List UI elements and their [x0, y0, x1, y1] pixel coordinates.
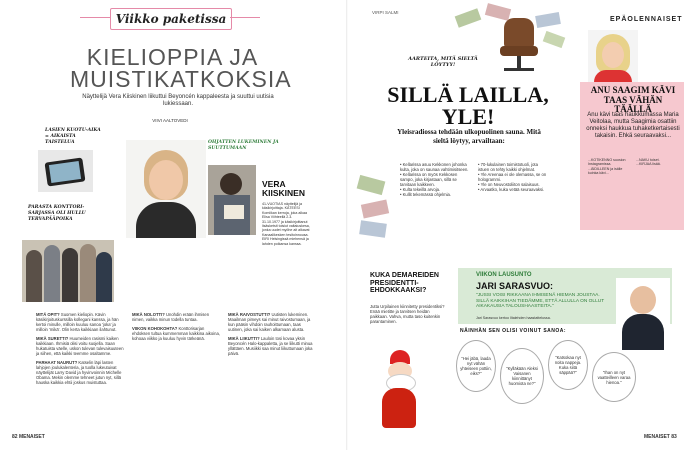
santa-illustration: [376, 350, 422, 430]
sauna-list-item: • Yle on Neuvostoliiton salaisuus.: [478, 182, 540, 187]
sauna-list-item: • 70-lukulainen toimistotuoli, jota istuen on tehty kaikki ohjelmat.: [478, 162, 538, 172]
speech-bubble: "Kylläkään Aleksi Vaisanen kiinnittänyt huomiota ne?": [500, 348, 544, 404]
sauna-headline: SILLÄ LAILLA, YLE!: [387, 82, 549, 129]
tablet-photo: [38, 150, 93, 192]
col2-para: MIKÄ NOLOTTI? Unohdin erään ihmisen nimen, vaikka minun todella tuntaa.: [132, 312, 210, 322]
right-page: [348, 0, 696, 450]
section-tab-label: Viikko paketissa: [115, 12, 227, 26]
byline: VIIVI AALTOVEDI: [152, 118, 188, 123]
sauna-list-item: • Arvaatko, kuka vetää seuraavaksi.: [478, 187, 545, 192]
anu-item: ...KIRJAA lisää.: [636, 162, 661, 167]
profile-name: VERA KIISKINEN: [262, 179, 305, 198]
reading-photo: [208, 165, 256, 235]
col1: [36, 312, 124, 385]
speech-bubble: "Ihan on nyt vaatteilleen varaa hienoa.": [592, 352, 636, 402]
col3-para: MIKÄ LIIKUTTI? Lauloin tosi kovaa yksin Beyoncén Halo-kappaletta, ja se liikutti minua yllättäen. Musiikki saa minut liikuttumaan joka päivä.: [228, 336, 313, 356]
portrait-photo: [126, 140, 206, 238]
sauna-list-item: • Kullit tekemässä ohjelmia.: [400, 192, 452, 197]
lausunto-label: VIIKON LAUSUNTO: [476, 272, 532, 278]
banknote-stack: [358, 178, 394, 238]
sauna-list-left: [400, 162, 472, 197]
lausunto-source: Jari Sarasvuo kertoo Iltalehden haastattelussa.: [476, 316, 551, 320]
col1-para: MITÄ OPIT? Suomen kieliopin. Kävin käsikirjoituskurssilla kollegani kanssa, ja hän kertoi minulle, milloin kuuluu sanoa 'joka' ja milloin 'mikä'. Olin kerta kaikkiaan ilahtunut.: [36, 312, 119, 332]
deck: Näyttelijä Vera Kiiskinen liikuttui Beyoncén kappaleesta ja suuttui uutisia lukiessaan.: [82, 94, 274, 107]
sauna-deck: Yleisradiossa tehdään ulkopuolinen sauna. Mitä sieltä löytyy, arvailtaan:: [397, 128, 541, 145]
kicker: VIRPI SALMI: [372, 10, 399, 15]
kuka-title: KUKA DEMAREIDEN PRESIDENTTI-EHDOKKAAKSI?: [370, 272, 439, 294]
sarasvuo-photo: [616, 278, 670, 350]
sauna-list-item: • Kellarissa on myös Kekkosen sampo, joka kirjastaan, sillä se tarvitaan kaikkeen.: [400, 172, 458, 187]
anu-lead: Anu kävi taas haukkumassa Maria Veitolaa, mutta Saagimia osattiin onneksi haukkua tuhaketkertaisesti takaisin. Ehkä seuraavaksi...: [586, 112, 680, 139]
sauna-list-right: [478, 162, 550, 192]
anu-col-left: [588, 158, 630, 176]
office-chair: [496, 18, 542, 76]
anu-item: ...NAKU toiset.: [636, 158, 660, 162]
col1-para: MIKÄ SURETTI? Huumeiden rasismi kaiken kaikkiaan. Ihmisiä olisi voitu suojella. Saan hukatuista väelle, uskon tulevan tulevaisuuteen ja siihen, että kaikki teemme osaltamme.: [36, 336, 124, 356]
sauna-list-item: • Kulta tekeillä arvoja.: [400, 187, 441, 192]
anu-photo: [588, 30, 638, 82]
anu-banner: ANU SAAGIM KÄVI TAAS VÄHÄN TÄÄLLÄ: [590, 85, 676, 114]
col3-para: MIKÄ RAIVOSTUTTI? Uutisten lukeminen. Maailman pimeys sai minut raivostumaan, ja kun pääsin vihdoin rauhoittumaan, taas uutinen, joka sai kaiken alkamaan alusta.: [228, 312, 311, 332]
caption-reading: OHJATTEN LUKEMINEN JA SUUTTUMAAN: [208, 140, 279, 151]
nainhan-title: NÄINHÄN SEN OLISI VOINUT SANOA:: [460, 328, 567, 334]
sauna-callout: AARTEITA, MITÄ SIELTÄ LÖYTYY!: [408, 56, 478, 68]
folio-right: MENAISET 83: [644, 434, 677, 440]
anu-item: ...ÄIDILLEEN ja isälle kuinka kävi...: [588, 166, 623, 176]
col3: [228, 312, 316, 356]
sauna-list-item: • Kellarissa asuu Kekkonen johonka kulta, joka on saunaa vahtimisitseen.: [400, 162, 469, 172]
headline: KIELIOPPIA JA MUISTIKATKOKSIA: [70, 44, 292, 92]
lausunto-quote: "JUSSI VOISI RIKKAANA IHMISENÄ HIEMAN JOUSTAA. SILLÄ KAIKKIHAN TIEDÄMME, ETTÄ ALLULLA ON OLLUT AIKAKAUSIA TALOUSHAASTEITA.": [476, 293, 605, 310]
sauna-list-item: • Yle Areenaa ei ole olemassa, se on hologrammi.: [478, 172, 547, 182]
speech-bubble: "Katsokaa nyt noita nappeja. Kuka siitä säppää?": [548, 340, 588, 390]
anu-col-right: [636, 158, 678, 167]
col1-para: PARHAAT NAURUT? Katselin läpi lasten lahjojen joulukalenteria, ja tuolla lukeutuivat näyttelijät Larry David ja hyvinvoinnin Michelle Obama. Mekin olemme tehneet jutun nyt, sillä hauska kaikkia ehtii joskus muistuttaa.: [36, 360, 122, 385]
lausunto-name: JARI SARASVUO:: [476, 281, 554, 291]
folio-left: 82 MENAISET: [12, 434, 45, 440]
profile-text: 41-VUOTIAS näyttelijä ja käsikirjoittaja. KÄTEESI Komiikan kerroja, joka alkaa Elisa Viihteellä 2.3. 31.10.1977 ja käsikirjoittanut lisäsketsit toisiut valtaiuskesa, jonka uudet myöhe ait alkavat Kanaalikesken tesitoinnousa. EIRI Helsingissä miehensä ja lahden poikansa kanssa.: [262, 202, 310, 246]
col2: [132, 312, 220, 341]
epaolennaiset-label: EPÄOLENNAISET: [610, 16, 683, 23]
kuka-text: Jutta Urpilainen kiinnitetty presidentiksi? Enää mietitte ja tarvitsen heidän paikkaan. Vahva, mutta taso kuitenkin parantaminen.: [370, 304, 445, 324]
caption-office: PARASTA KONTTORI-SARJASSA OLI HULLU TERVAPÄÄPOIKA: [28, 205, 86, 222]
office-group-photo: [22, 240, 114, 302]
speech-bubble: "Hei jäbä, laada nyt vähän yhteiseen pottiin, eiks?": [456, 340, 496, 392]
col2-para: VIIKON KOHOKOHTA? Konttorisarjan ehdoksen tultua kummemman kaikkina aikoina, kohoaa viikko ja kuuluu hyvin tärkeänä.: [132, 326, 220, 341]
anu-item: ...KOTIKENNO suosion Instagramissa.: [588, 158, 626, 167]
caption-tablet: LASIEN KUOTU-AIKA = AIKAISTA TAISTELUA: [45, 128, 101, 145]
section-tab: [110, 8, 232, 30]
